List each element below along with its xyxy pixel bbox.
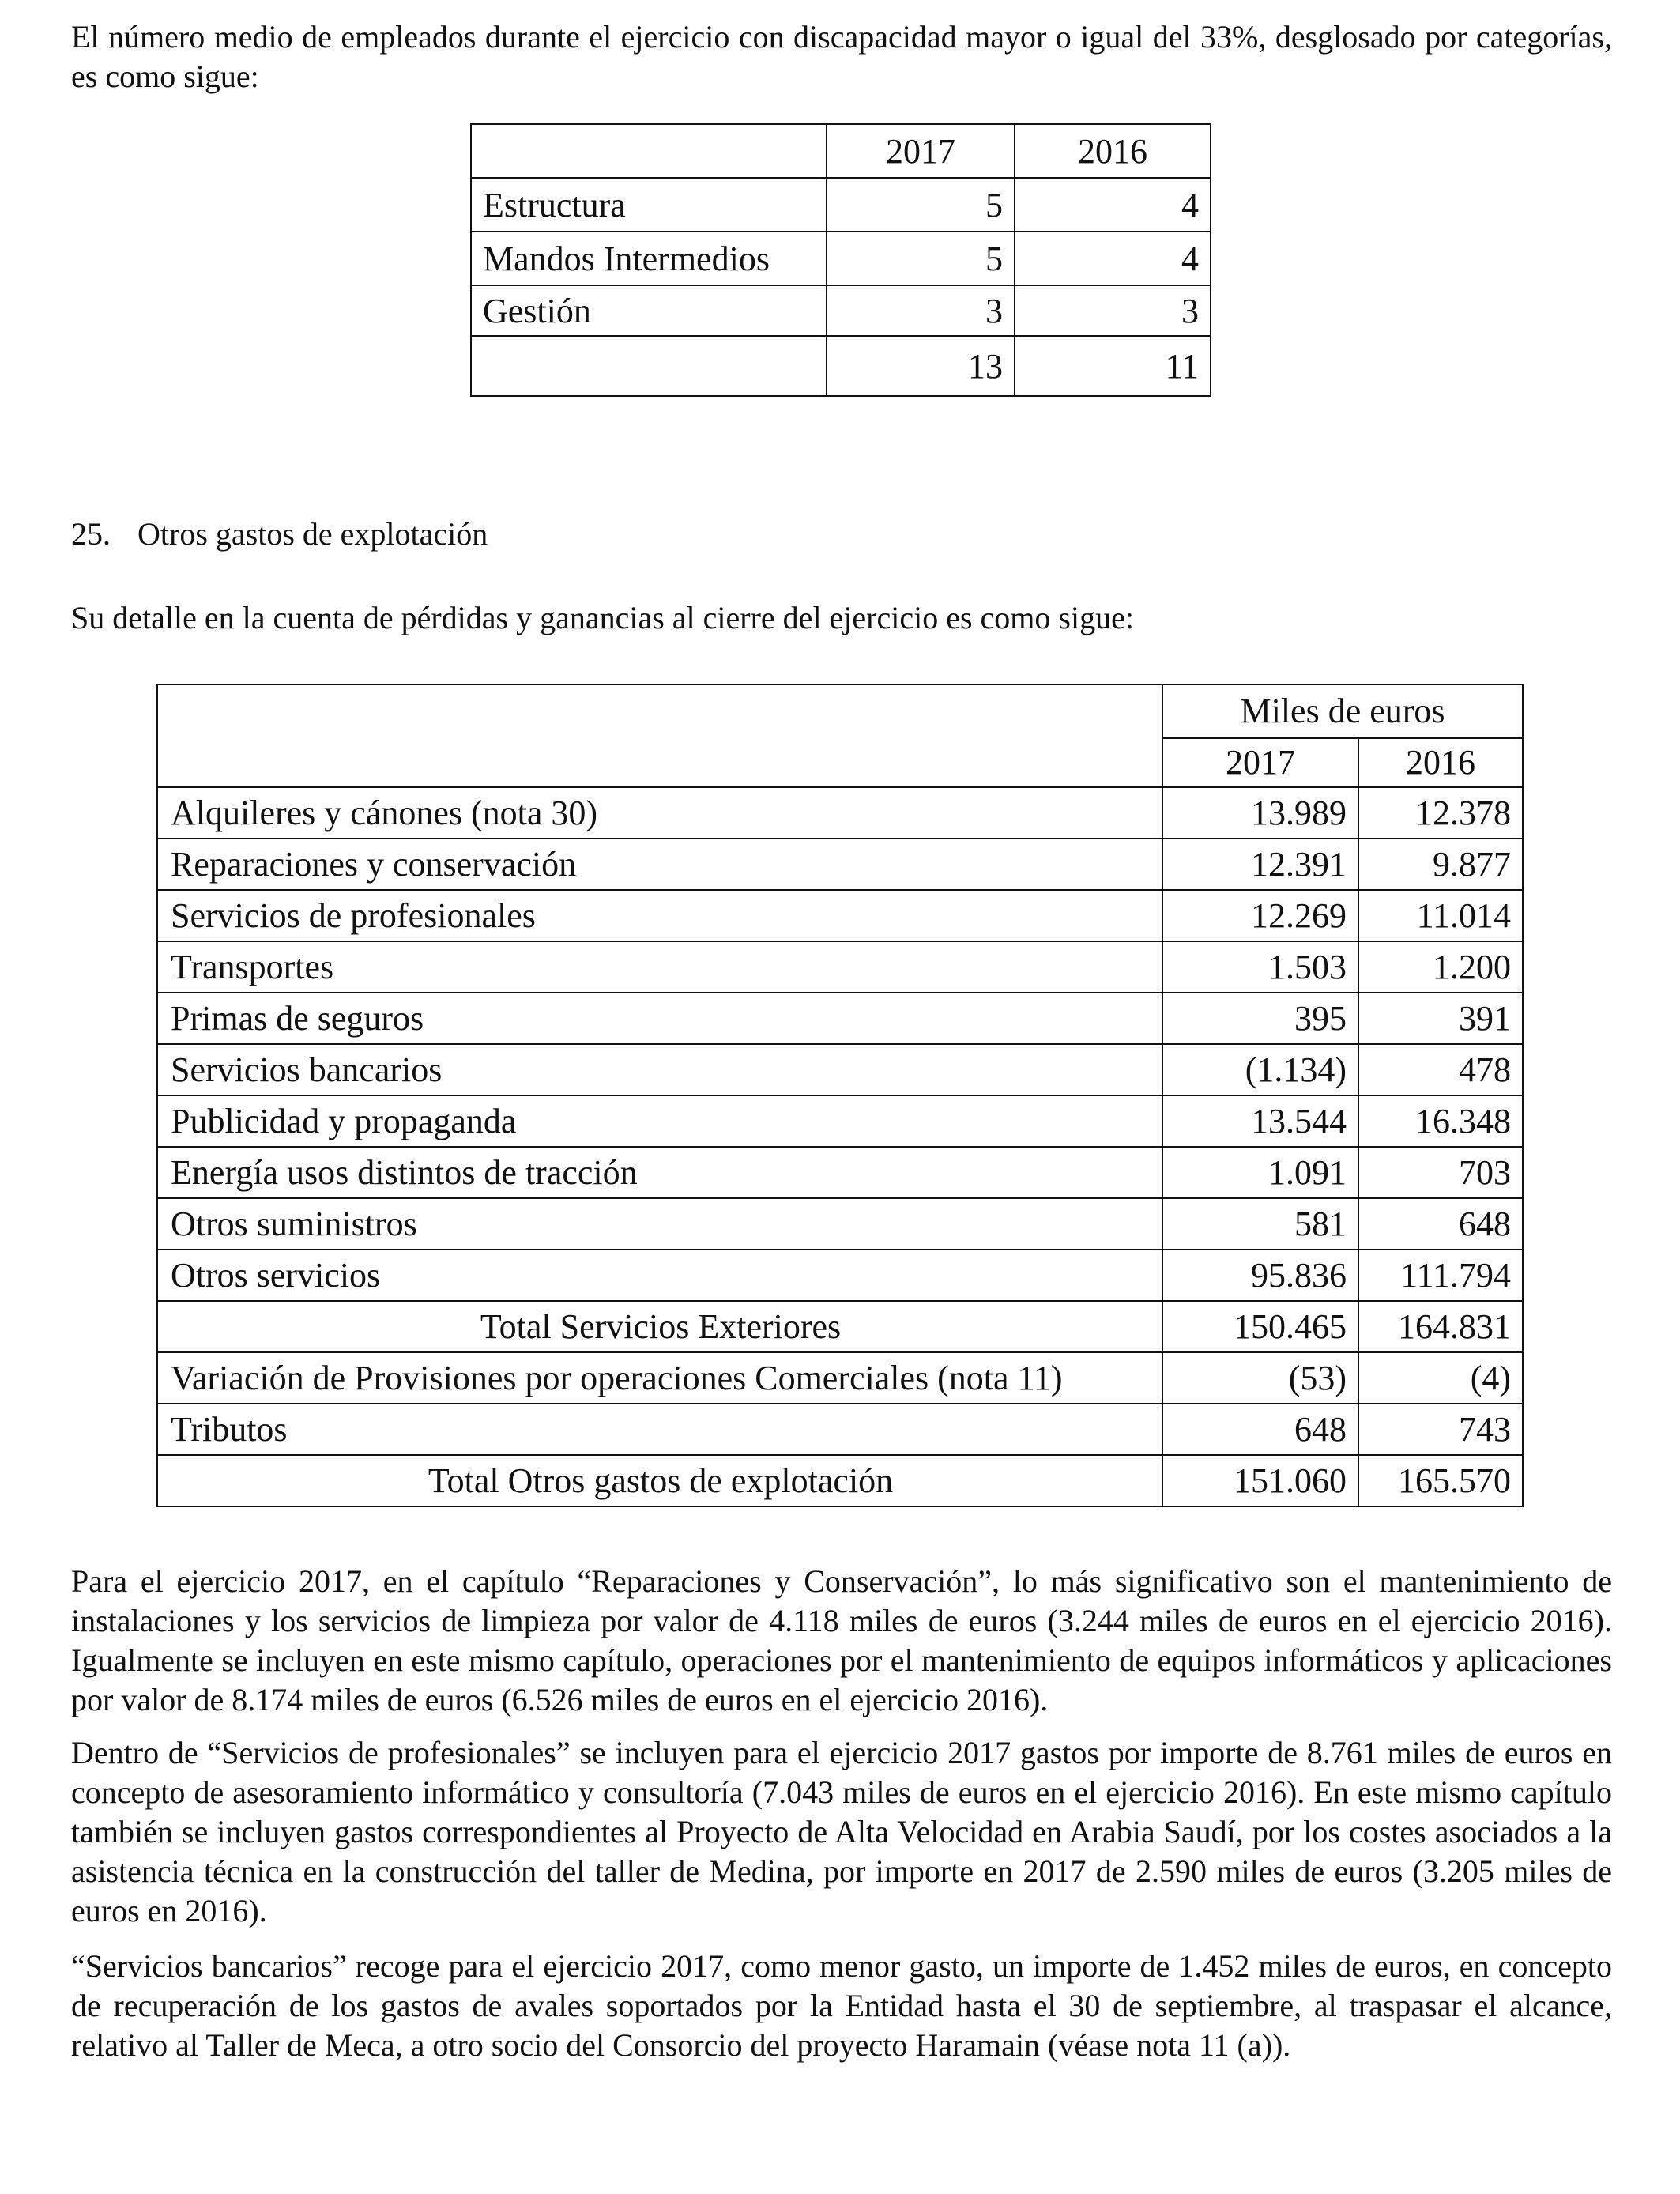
total-2017: 13 [827, 336, 1015, 396]
value-2017: 1.091 [1162, 1147, 1358, 1198]
subtotal-label: Total Servicios Exteriores [157, 1301, 1162, 1352]
row-label: Estructura [471, 178, 827, 232]
row-label: Reparaciones y conservación [157, 839, 1162, 890]
paragraph-bank-services: “Servicios bancarios” recoge para el ejercicio 2017, como menor gasto, un importe de 1.452 miles de euros, en concepto de recuperación de los gastos de avales soportados por la Entidad hasta el 30 de septiembre, al traspasar el alcance, relativo al Taller de Meca, a otro socio del Consorcio del proyecto Haramain (véase nota 11 (a)). [71, 1948, 1612, 2063]
value-2016: 648 [1358, 1198, 1523, 1250]
row-label: Gestión [471, 285, 827, 336]
table-row [157, 1198, 1523, 1250]
header-empty-cell [471, 124, 827, 178]
value-2016: 4 [1015, 178, 1211, 232]
section-title: Otros gastos de explotación [137, 516, 488, 552]
table-header-row [471, 124, 1211, 178]
table-row [157, 941, 1523, 993]
row-label: Transportes [157, 941, 1162, 993]
intro-paragraph: El número medio de empleados durante el ejercicio con discapacidad mayor o igual del 33%, desglosado por categorías, es como sigue: [71, 19, 1612, 94]
value-2017: 12.269 [1162, 890, 1358, 941]
value-2016: 743 [1358, 1404, 1523, 1455]
row-label: Alquileres y cánones (nota 30) [157, 787, 1162, 839]
value-2017: (1.134) [1162, 1044, 1358, 1095]
unit-header: Miles de euros [1162, 684, 1523, 738]
table-row [157, 1404, 1523, 1455]
section-number: 25. [71, 516, 111, 552]
table-row [471, 178, 1211, 232]
value-2017: 5 [827, 178, 1015, 232]
table-row [471, 232, 1211, 285]
value-2016: 478 [1358, 1044, 1523, 1095]
header-year-2016: 2016 [1015, 124, 1211, 178]
table-row [157, 890, 1523, 941]
value-2017: 150.465 [1162, 1301, 1358, 1352]
row-label: Mandos Intermedios [471, 232, 827, 285]
table-row [157, 1250, 1523, 1301]
table-row [157, 787, 1523, 839]
value-2017: 581 [1162, 1198, 1358, 1250]
value-2017: 95.836 [1162, 1250, 1358, 1301]
value-2017: 13.989 [1162, 787, 1358, 839]
row-label: Variación de Provisiones por operaciones Comerciales (nota 11) [157, 1352, 1162, 1404]
row-label: Otros suministros [157, 1198, 1162, 1250]
row-label: Servicios de profesionales [157, 890, 1162, 941]
value-2016: 1.200 [1358, 941, 1523, 993]
table-row [157, 1352, 1523, 1404]
header-empty-cell [157, 684, 1162, 787]
table-row [157, 1095, 1523, 1147]
header-year-2017: 2017 [1162, 738, 1358, 787]
total-label: Total Otros gastos de explotación [157, 1455, 1162, 1506]
header-year-2016: 2016 [1358, 738, 1523, 787]
value-2016: 11.014 [1358, 890, 1523, 941]
value-2016: (4) [1358, 1352, 1523, 1404]
value-2017: 5 [827, 232, 1015, 285]
detail-intro: Su detalle en la cuenta de pérdidas y ganancias al cierre del ejercicio es como sigue: [71, 600, 1134, 635]
value-2016: 16.348 [1358, 1095, 1523, 1147]
table-row [157, 993, 1523, 1044]
row-label: Otros servicios [157, 1250, 1162, 1301]
value-2016: 9.877 [1358, 839, 1523, 890]
table-row [157, 1147, 1523, 1198]
row-label: Tributos [157, 1404, 1162, 1455]
value-2017: (53) [1162, 1352, 1358, 1404]
total-row [471, 336, 1211, 396]
value-2016: 111.794 [1358, 1250, 1523, 1301]
row-label: Energía usos distintos de tracción [157, 1147, 1162, 1198]
value-2017: 395 [1162, 993, 1358, 1044]
section-heading [71, 515, 488, 554]
row-label: Primas de seguros [157, 993, 1162, 1044]
value-2017: 1.503 [1162, 941, 1358, 993]
paragraph-professional-services: Dentro de “Servicios de profesionales” se incluyen para el ejercicio 2017 gastos por importe de 8.761 miles de euros en concepto de asesoramiento informático y consultoría (7.043 miles de euros en el ejercicio 2016). En este mismo capítulo también se incluyen gastos correspondientes al Proyecto de Alta Velocidad en Arabia Saudí, por los costes asociados a la asistencia técnica en la construcción del taller de Medina, por importe en 2017 de 2.590 miles de euros (3.205 miles de euros en 2016). [71, 1735, 1612, 1928]
value-2016: 3 [1015, 285, 1211, 336]
total-row [157, 1455, 1523, 1506]
row-label: Servicios bancarios [157, 1044, 1162, 1095]
total-empty-cell [471, 336, 827, 396]
value-2017: 3 [827, 285, 1015, 336]
value-2016: 391 [1358, 993, 1523, 1044]
value-2017: 151.060 [1162, 1455, 1358, 1506]
value-2017: 12.391 [1162, 839, 1358, 890]
subtotal-row [157, 1301, 1523, 1352]
header-year-2017: 2017 [827, 124, 1015, 178]
paragraph-repairs: Para el ejercicio 2017, en el capítulo “Reparaciones y Conservación”, lo más significativo son el mantenimiento de instalaciones y los servicios de limpieza por valor de 4.118 miles de euros (3.244 miles de euros en el ejercicio 2016). Igualmente se incluyen en este mismo capítulo, operaciones por el mantenimiento de equipos informáticos y aplicaciones por valor de 8.174 miles de euros (6.526 miles de euros en el ejercicio 2016). [71, 1563, 1612, 1717]
table-row [157, 839, 1523, 890]
value-2016: 165.570 [1358, 1455, 1523, 1506]
employees-table [470, 123, 1211, 397]
row-label: Publicidad y propaganda [157, 1095, 1162, 1147]
value-2016: 164.831 [1358, 1301, 1523, 1352]
total-2016: 11 [1015, 336, 1211, 396]
value-2016: 4 [1015, 232, 1211, 285]
table-row [471, 285, 1211, 336]
value-2017: 13.544 [1162, 1095, 1358, 1147]
table-row [157, 1044, 1523, 1095]
value-2016: 12.378 [1358, 787, 1523, 839]
value-2017: 648 [1162, 1404, 1358, 1455]
value-2016: 703 [1358, 1147, 1523, 1198]
expenses-table [156, 684, 1524, 1507]
table-header-row [157, 684, 1523, 738]
